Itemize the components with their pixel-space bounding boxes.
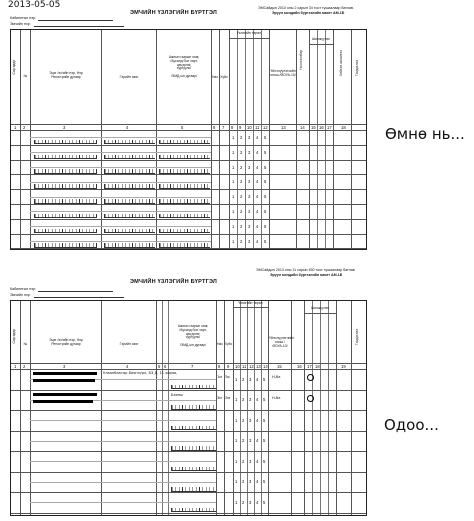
register-number-boxes	[159, 243, 210, 248]
visit-type-digit: 2	[242, 376, 245, 382]
visit-type-digit: 4	[256, 223, 259, 229]
register-table-before	[10, 29, 367, 250]
visit-type-digit: 3	[248, 208, 251, 214]
column-number: 12	[263, 125, 268, 130]
visit-type-digit: 1	[235, 417, 238, 423]
register-number-boxes	[159, 214, 210, 219]
visit-type-digit: 3	[248, 194, 251, 200]
column-number: 10	[235, 364, 240, 369]
visit-type-digit: 4	[256, 238, 259, 244]
column-number: 4	[126, 125, 129, 130]
visit-type-digit: 2	[240, 194, 243, 200]
register-number-boxes	[171, 508, 216, 513]
column-number: 18	[341, 125, 346, 130]
hdr-name-before: Эцэг /эх/ийн нэр, Нэр Регистрийн дугаар	[49, 71, 83, 79]
column-number: 5	[158, 364, 161, 369]
hdr-name-now: Эцэг /эх/ийн нэр, Нэр Регистрийн дугаар	[49, 338, 83, 346]
hdr-diagnosis-now: Үйлчлүүлэгчийн онош /ӨОУА-10/	[269, 336, 295, 348]
visit-type-digit: 2	[242, 397, 245, 403]
hdr-date-before: Сар өдөр	[12, 60, 16, 75]
table-row-divider	[30, 482, 216, 483]
column-number: 18	[315, 364, 320, 369]
visit-type-digit: 1	[235, 438, 238, 444]
form-title-before: ЭМЧИЙН ҮЗЛЭГИЙН БҮРТГЭЛ	[130, 10, 218, 16]
table-row-border	[11, 513, 366, 514]
column-number: 7	[191, 364, 194, 369]
visit-type-digit: 2	[240, 134, 243, 140]
date-stamp: 2013-05-05	[8, 0, 61, 10]
register-number-boxes	[171, 426, 216, 431]
visit-type-digit: 3	[249, 458, 252, 464]
visit-type-digit: 1	[232, 208, 235, 214]
table-row-border	[11, 160, 366, 161]
label-now: Одоо...	[384, 416, 439, 434]
hdr-work-now: Ажлын газрын хаяг, /Аусанд бол харт, цэцэрлэг, сургууль/ /ЭМД-ын дугаар/	[177, 324, 209, 347]
visit-type-digit: 5	[263, 417, 266, 423]
column-number: 1	[14, 125, 17, 130]
visit-type-digit: 5	[263, 499, 266, 505]
visit-type-digit: 5	[264, 134, 267, 140]
entry-diagnosis-2: Н-ба	[272, 396, 281, 400]
hdr-address-now: Гэрийн хаяг	[119, 342, 139, 346]
visit-type-digit: 3	[249, 479, 252, 485]
visit-type-digit: 4	[256, 479, 259, 485]
register-number-boxes	[104, 155, 155, 160]
column-number: 2	[23, 364, 26, 369]
register-number-boxes	[171, 385, 216, 390]
visit-type-digit: 2	[240, 179, 243, 185]
doctor-label-before: Эмчийн нэр:	[10, 22, 31, 26]
column-number: 4	[126, 364, 129, 369]
visit-type-digit: 1	[235, 376, 238, 382]
register-number-boxes	[159, 229, 210, 234]
register-number-boxes	[104, 214, 155, 219]
visit-type-digit: 4	[256, 376, 259, 382]
visit-type-digit: 1	[235, 479, 238, 485]
visit-type-digit: 2	[242, 438, 245, 444]
column-number: 13	[256, 364, 261, 369]
visit-type-digit: 5	[263, 479, 266, 485]
visit-type-digit: 5	[264, 194, 267, 200]
order-line-now: ЭМСайдын 2013 оны 11 сарын 450 тоот тушаалаар батлав	[256, 268, 355, 272]
visit-type-digit: 5	[264, 164, 267, 170]
column-number: 16	[297, 364, 302, 369]
visit-type-digit: 3	[249, 438, 252, 444]
visit-type-digit: 4	[256, 179, 259, 185]
table-row-border	[11, 189, 366, 190]
label-before: Өмнө нь...	[385, 125, 465, 143]
doctor-line-now	[34, 297, 124, 298]
register-number-boxes	[159, 155, 210, 160]
visit-type-digit: 2	[242, 458, 245, 464]
column-number: 17	[327, 125, 332, 130]
hdr-notes-before: Тэмдэглэл	[355, 60, 359, 77]
doctor-label-now: Эмчийн нэр:	[10, 293, 31, 297]
visit-type-digit: 5	[263, 438, 266, 444]
visit-type-digit: 3	[248, 223, 251, 229]
visit-type-digit: 1	[232, 134, 235, 140]
hdr-sex-before: Хүйс	[220, 75, 228, 79]
entry-address-2: Баяны	[171, 393, 184, 397]
visit-type-digit: 5	[263, 458, 266, 464]
hdr-diagnosis-before: Үйлчлүүлэгчийн онош /ӨОУА-10/	[270, 69, 296, 77]
table-row-divider	[30, 152, 211, 153]
register-table-now	[10, 300, 367, 516]
visit-type-digit: 2	[240, 238, 243, 244]
redacted-name-2	[33, 393, 97, 396]
register-number-boxes	[104, 140, 155, 145]
column-number: 15	[311, 125, 316, 130]
column-number: 7	[222, 125, 225, 130]
visit-type-digit: 4	[256, 164, 259, 170]
cabinet-line-now	[38, 291, 113, 292]
visit-type-digit: 1	[232, 179, 235, 185]
table-row-border	[11, 204, 366, 205]
table-row-border	[11, 451, 366, 452]
register-number-boxes	[104, 243, 155, 248]
hdr-address-before: Гэрийн хаяг	[119, 75, 139, 79]
visit-type-digit: 5	[263, 376, 266, 382]
register-number-boxes	[34, 199, 97, 204]
visit-type-digit: 3	[248, 179, 251, 185]
cabinet-label-now: Кабинетын нэр:	[10, 287, 37, 291]
table-row-border	[11, 248, 366, 249]
entry-sex-1: Эр	[225, 375, 230, 379]
entry-age-2: 3м	[217, 396, 222, 400]
column-number: 6	[164, 364, 167, 369]
column-number: 1	[14, 364, 17, 369]
visit-type-digit: 4	[256, 134, 259, 140]
column-number: 8	[218, 364, 221, 369]
table-row-border	[11, 390, 366, 391]
redacted-reg-2	[33, 400, 93, 403]
table-row-divider	[30, 182, 211, 183]
hdr-age-before: Нас	[211, 75, 219, 79]
visit-type-digit: 2	[242, 499, 245, 505]
visit-type-digit: 4	[256, 417, 259, 423]
hdr-no-now: №	[23, 342, 28, 346]
register-number-boxes	[34, 229, 97, 234]
table-row-divider	[30, 461, 216, 462]
referral-circle-2	[307, 395, 314, 402]
register-number-boxes	[34, 140, 97, 145]
column-number: 14	[263, 364, 268, 369]
table-row-divider	[30, 420, 216, 421]
table-row-divider	[30, 241, 211, 242]
hdr-no-before: №	[23, 74, 28, 78]
visit-type-digit: 1	[232, 238, 235, 244]
visit-type-digit: 3	[249, 417, 252, 423]
table-row-border	[11, 431, 366, 432]
hdr-form-before: Үзсэн хэлбэр	[299, 50, 303, 70]
redacted-name-1	[33, 372, 97, 375]
visit-type-digit: 3	[248, 164, 251, 170]
register-number-boxes	[159, 199, 210, 204]
table-row-divider	[30, 226, 211, 227]
register-number-boxes	[34, 184, 97, 189]
register-number-boxes	[104, 199, 155, 204]
doctor-line-before	[34, 26, 124, 27]
entry-sex-2: Эм	[225, 396, 231, 400]
hdr-sex-now: Хүйс	[224, 342, 233, 346]
register-number-boxes	[104, 184, 155, 189]
visit-type-digit: 4	[256, 438, 259, 444]
visit-type-digit: 2	[240, 164, 243, 170]
table-row-divider	[30, 441, 216, 442]
register-number-boxes	[171, 467, 216, 472]
visit-type-digit: 5	[264, 179, 267, 185]
table-row-border	[11, 410, 366, 411]
visit-type-digit: 1	[232, 194, 235, 200]
visit-type-digit: 1	[232, 149, 235, 155]
column-number: 19	[341, 364, 346, 369]
table-row-border	[11, 145, 366, 146]
table-row-divider	[30, 167, 211, 168]
hdr-referral-before: Шилжүүлэх	[311, 37, 330, 41]
visit-type-digit: 4	[256, 208, 259, 214]
visit-type-digit: 5	[264, 208, 267, 214]
visit-type-digit: 5	[264, 149, 267, 155]
entry-address-1: Улаанбаатар Баянзүрх, БЗ Д, 11 хороо,	[103, 371, 178, 375]
column-number: 9	[239, 125, 242, 130]
column-number: 6	[213, 125, 216, 130]
hdr-work-before: Ажлын газрын хаяг, /Аусанд бол харт, цэцэрлэг, сургууль/ /ЭМД-ын дугаар/	[168, 55, 200, 78]
form-line-before: Эрүүл мэндийн бүртгэлийн маягт АМ-1Б	[272, 11, 345, 15]
hdr-visit-group-now: Үзлэгийн төрөл	[238, 301, 263, 305]
visit-type-digit: 3	[248, 149, 251, 155]
register-number-boxes	[171, 446, 216, 451]
register-number-boxes	[34, 169, 97, 174]
visit-type-digit: 1	[232, 164, 235, 170]
column-number: 2	[23, 125, 26, 130]
table-row-border	[11, 219, 366, 220]
visit-type-digit: 4	[256, 499, 259, 505]
hdr-visit-group-before: Үзлэгийн төрөл	[236, 31, 262, 35]
register-number-boxes	[171, 405, 216, 410]
table-row-border	[11, 234, 366, 235]
visit-type-digit: 2	[240, 223, 243, 229]
column-number: 3	[63, 125, 66, 130]
register-number-boxes	[34, 155, 97, 160]
entry-age-1: 1м	[217, 375, 222, 379]
form-line-now: Эрүүл мэндийн бүртгэлийн маягт АМ-1Б	[270, 273, 343, 277]
table-row-border	[11, 174, 366, 175]
visit-type-digit: 2	[240, 208, 243, 214]
visit-type-digit: 3	[248, 134, 251, 140]
visit-type-digit: 1	[232, 223, 235, 229]
table-row-border	[11, 472, 366, 473]
visit-type-digit: 3	[249, 499, 252, 505]
visit-type-digit: 3	[248, 238, 251, 244]
column-number: 8	[231, 125, 234, 130]
column-number: 11	[255, 125, 260, 130]
register-number-boxes	[159, 169, 210, 174]
register-number-boxes	[104, 229, 155, 234]
visit-type-digit: 4	[256, 149, 259, 155]
redacted-reg-1	[33, 379, 95, 382]
column-number: 12	[249, 364, 254, 369]
column-number: 13	[281, 125, 286, 130]
visit-type-digit: 4	[256, 458, 259, 464]
column-number: 9	[227, 364, 230, 369]
visit-type-digit: 3	[249, 397, 252, 403]
visit-type-digit: 3	[249, 376, 252, 382]
visit-type-digit: 1	[235, 458, 238, 464]
column-number: 3	[63, 364, 66, 369]
visit-type-digit: 2	[242, 479, 245, 485]
column-number: 10	[247, 125, 252, 130]
cabinet-label-before: Кабинетын нэр:	[10, 16, 37, 20]
column-number: 11	[242, 364, 247, 369]
register-number-boxes	[159, 184, 210, 189]
referral-circle-1	[307, 374, 314, 381]
cabinet-line-before	[38, 20, 113, 21]
table-row-divider	[30, 502, 216, 503]
visit-type-digit: 2	[240, 149, 243, 155]
visit-type-digit: 5	[264, 223, 267, 229]
visit-type-digit: 4	[256, 397, 259, 403]
order-line-before: ЭМСайдын 2010 оны 2 сарын 34 тоот тушаалаар батлав.	[258, 6, 354, 10]
visit-type-digit: 4	[256, 194, 259, 200]
column-number: 16	[319, 125, 324, 130]
visit-type-digit: 1	[235, 397, 238, 403]
column-number: 14	[300, 125, 305, 130]
register-number-boxes	[34, 214, 97, 219]
register-number-boxes	[171, 487, 216, 492]
form-title-now: ЭМЧИЙН ҮЗЛЭГИЙН БҮРТГЭЛ	[130, 279, 218, 285]
visit-type-digit: 5	[263, 397, 266, 403]
column-number: 15	[277, 364, 282, 369]
hdr-referral-now: Шилжүүлэх	[310, 306, 329, 310]
table-row-divider	[30, 211, 211, 212]
column-number: 17	[307, 364, 312, 369]
register-number-boxes	[104, 169, 155, 174]
table-row-border	[11, 492, 366, 493]
visit-type-digit: 1	[235, 499, 238, 505]
hdr-date-now: Сар өдөр	[12, 329, 16, 344]
visit-type-digit: 5	[264, 238, 267, 244]
register-number-boxes	[159, 140, 210, 145]
table-row-divider	[30, 197, 211, 198]
hdr-age-now: Нас	[216, 342, 224, 346]
hdr-notes-now: Тэмдэглэл	[355, 329, 359, 346]
register-number-boxes	[34, 243, 97, 248]
column-number: 5	[181, 125, 184, 130]
hdr-treatment-before: Хийсэн эмчилгээ	[339, 50, 343, 76]
visit-type-digit: 2	[242, 417, 245, 423]
entry-diagnosis-1: Н-ба	[272, 375, 281, 379]
table-row-divider	[30, 137, 211, 138]
